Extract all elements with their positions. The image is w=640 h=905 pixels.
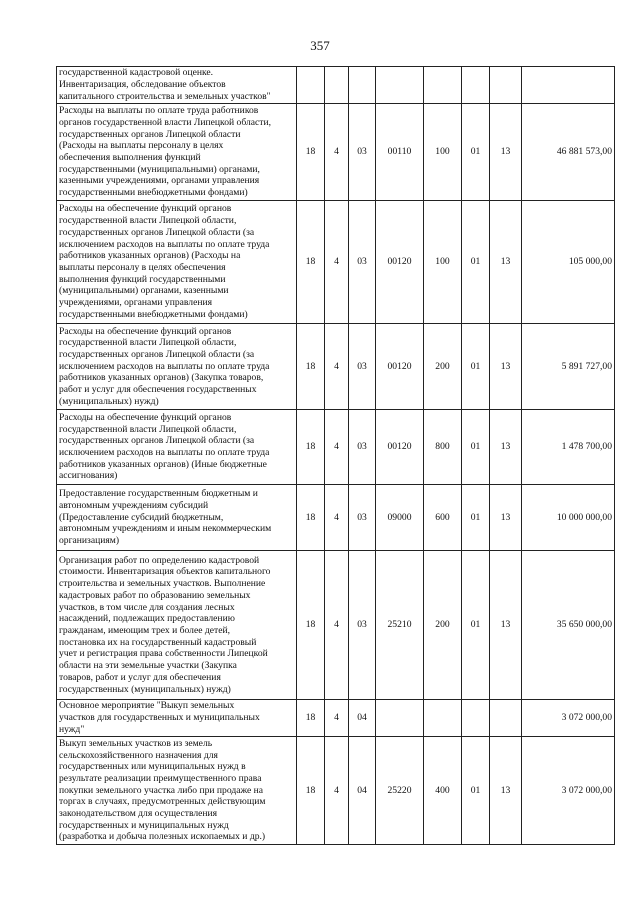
code-subsection: 13 (490, 324, 522, 410)
row-amount: 5 891 727,00 (522, 324, 615, 410)
row-description: Расходы на выплаты по оплате труда работников органов государственной власти Липецкой области, государственных органов Липецкой области (Расходы на выплаты персоналу в целях обеспечения выполнения функций государственными (муниципальными) органами, казенными учреждениями, органами управления государственными внебюджетными фондами) (57, 104, 297, 201)
row-description: государственной кадастровой оценке. Инвентаризация, обследование объектов капитального строительства и земельных участков" (57, 67, 297, 104)
code-target (376, 700, 424, 737)
code-target: 25220 (376, 737, 424, 845)
code-col-1 (297, 67, 325, 104)
code-col-2: 4 (325, 485, 349, 551)
code-subsection (490, 67, 522, 104)
code-col-3: 03 (349, 104, 376, 201)
code-section: 01 (462, 485, 490, 551)
code-col-1: 18 (297, 104, 325, 201)
table-body (57, 67, 615, 845)
table-row (57, 201, 615, 324)
code-target: 00120 (376, 324, 424, 410)
code-subsection: 13 (490, 410, 522, 485)
code-col-1: 18 (297, 737, 325, 845)
row-amount: 1 478 700,00 (522, 410, 615, 485)
code-col-3: 03 (349, 551, 376, 700)
table-row (57, 67, 615, 104)
code-subsection: 13 (490, 201, 522, 324)
code-subsection (490, 700, 522, 737)
code-col-3: 04 (349, 700, 376, 737)
code-col-2: 4 (325, 700, 349, 737)
table-row (57, 551, 615, 700)
code-col-1: 18 (297, 201, 325, 324)
code-col-2 (325, 67, 349, 104)
code-section: 01 (462, 324, 490, 410)
code-expense-type: 200 (424, 551, 462, 700)
row-description: Организация работ по определению кадастровой стоимости. Инвентаризация объектов капитального строительства и земельных участков. Выполнение кадастровых работ по образованию земельных участков, в том числе для создания лесных насаждений, подлежащих предоставлению гражданам, имеющим трех и более детей, постановка их на государственный кадастровый учет и регистрация права собственности Липецкой области на эти земельные участки (Закупка товаров, работ и услуг для обеспечения государственных (муниципальных) нужд) (57, 551, 297, 700)
code-section: 01 (462, 201, 490, 324)
row-amount: 10 000 000,00 (522, 485, 615, 551)
row-amount: 105 000,00 (522, 201, 615, 324)
code-col-1: 18 (297, 324, 325, 410)
code-col-2: 4 (325, 551, 349, 700)
code-expense-type: 100 (424, 104, 462, 201)
code-col-3: 04 (349, 737, 376, 845)
code-expense-type: 400 (424, 737, 462, 845)
row-description: Предоставление государственным бюджетным и автономным учреждениям субсидий (Предоставление субсидий бюджетным, автономным учреждениям и иным некоммерческим организациям) (57, 485, 297, 551)
code-expense-type (424, 67, 462, 104)
code-col-3 (349, 67, 376, 104)
code-col-2: 4 (325, 104, 349, 201)
code-target: 00120 (376, 410, 424, 485)
table-row (57, 104, 615, 201)
code-col-1: 18 (297, 700, 325, 737)
code-target (376, 67, 424, 104)
code-subsection: 13 (490, 485, 522, 551)
code-col-2: 4 (325, 201, 349, 324)
row-description: Расходы на обеспечение функций органов государственной власти Липецкой области, государственных органов Липецкой области (за исключением расходов на выплаты по оплате труда работников указанных органов) (Расходы на выплаты персоналу в целях обеспечения выполнения функций государственными (муниципальными) органами, казенными учреждениями, органами управления государственными внебюджетными фондами) (57, 201, 297, 324)
code-expense-type: 800 (424, 410, 462, 485)
code-section (462, 67, 490, 104)
table-row (57, 700, 615, 737)
code-target: 00120 (376, 201, 424, 324)
code-section: 01 (462, 551, 490, 700)
page-number: 357 (310, 38, 330, 53)
code-subsection: 13 (490, 551, 522, 700)
code-col-3: 03 (349, 201, 376, 324)
code-subsection: 13 (490, 104, 522, 201)
table-row (57, 485, 615, 551)
code-col-2: 4 (325, 324, 349, 410)
code-col-3: 03 (349, 485, 376, 551)
code-expense-type: 100 (424, 201, 462, 324)
code-expense-type: 600 (424, 485, 462, 551)
code-target: 00110 (376, 104, 424, 201)
row-amount: 3 072 000,00 (522, 700, 615, 737)
code-section (462, 700, 490, 737)
code-section: 01 (462, 410, 490, 485)
table-row (57, 324, 615, 410)
code-subsection: 13 (490, 737, 522, 845)
row-description: Выкуп земельных участков из земель сельскохозяйственного назначения для государственных или муниципальных нужд в результате реализации преимущественного права покупки земельного участка либо при продаже на торгах в случаях, предусмотренных действующим законодательством для осуществления государственных и муниципальных нужд (разработка и добыча полезных ископаемых и др.) (57, 737, 297, 845)
code-section: 01 (462, 737, 490, 845)
table-row (57, 737, 615, 845)
code-col-1: 18 (297, 551, 325, 700)
code-col-1: 18 (297, 485, 325, 551)
budget-table (56, 66, 615, 845)
row-amount (522, 67, 615, 104)
code-col-1: 18 (297, 410, 325, 485)
code-section: 01 (462, 104, 490, 201)
row-description: Расходы на обеспечение функций органов государственной власти Липецкой области, государственных органов Липецкой области (за исключением расходов на выплаты по оплате труда работников указанных органов) (Иные бюджетные ассигнования) (57, 410, 297, 485)
code-col-2: 4 (325, 737, 349, 845)
table-row (57, 410, 615, 485)
row-amount: 3 072 000,00 (522, 737, 615, 845)
row-description: Расходы на обеспечение функций органов государственной власти Липецкой области, государственных органов Липецкой области (за исключением расходов на выплаты по оплате труда работников указанных органов) (Закупка товаров, работ и услуг для обеспечения государственных (муниципальных) нужд) (57, 324, 297, 410)
row-amount: 35 650 000,00 (522, 551, 615, 700)
code-expense-type: 200 (424, 324, 462, 410)
code-col-3: 03 (349, 410, 376, 485)
code-col-3: 03 (349, 324, 376, 410)
code-target: 09000 (376, 485, 424, 551)
row-description: Основное мероприятие "Выкуп земельных участков для государственных и муниципальных нужд" (57, 700, 297, 737)
code-target: 25210 (376, 551, 424, 700)
row-amount: 46 881 573,00 (522, 104, 615, 201)
code-expense-type (424, 700, 462, 737)
code-col-2: 4 (325, 410, 349, 485)
